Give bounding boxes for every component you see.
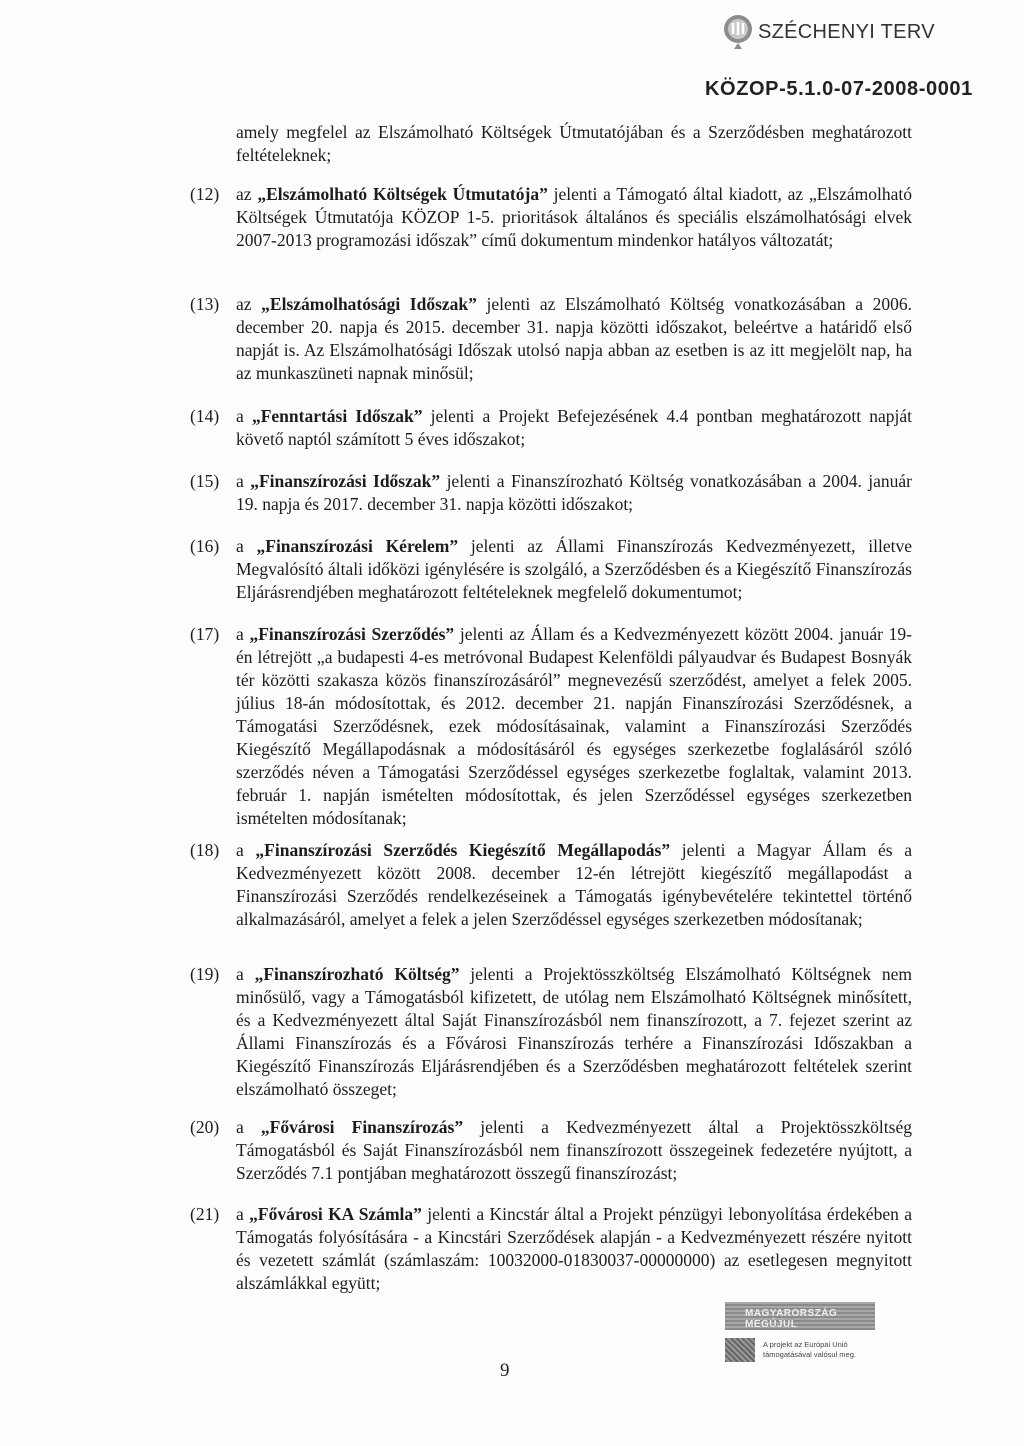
eu-support-logo: [725, 1302, 875, 1372]
item-number: (20): [190, 1117, 220, 1137]
intro-paragraph: amely megfelel az Elszámolható Költségek Útmutatójában és a Szerződésben meghatározott feltételeknek;: [236, 122, 912, 165]
definition-item: (16) a „Finanszírozási Kérelem” jelenti az Állami Finanszírozás Kedvezményezett, illetve Megvalósító általi időközi igénylésére is szolgáló, a Szerződésben és a Kiegészítő Finanszírozás Eljárásrendjében meghatározott feltételeknek megfelelő dokumentumot;: [190, 536, 912, 602]
defined-term: „Fővárosi Finanszírozás”: [260, 1117, 464, 1137]
szechenyi-terv-logo: [722, 14, 935, 50]
definition-item: (21) a „Fővárosi KA Számla” jelenti a Kincstár által a Projekt pénzügyi lebonyolítása érdekében a Támogatás folyósítására - a Kincstári Szerződések alapján - a Kedvezményezett részére nyitott és vezetett számlát (számlaszám: 10032000-01830037-00000000) az esetlegesen megnyitott alszámlákkal együtt;: [190, 1204, 912, 1293]
szechenyi-crest-icon: [722, 14, 754, 50]
defined-term: „Finanszírozási Időszak”: [250, 471, 441, 491]
definition-item: (13) az „Elszámolhatósági Időszak” jelenti az Elszámolható Költség vonatkozásában a 2006. december 20. napja és 2015. december 31. napja közötti időszakot, beleértve a határidő első napját is. Az Elszámolhatósági Időszak utolsó napja abban az esetben is az itt megjelölt nap, ha az munkaszüneti napnak minősül;: [190, 294, 912, 383]
eu-banner: [725, 1302, 875, 1330]
eu-banner-text: MAGYARORSZÁG MEGÚJUL: [745, 1308, 838, 1330]
item-number: (12): [190, 184, 220, 204]
eu-flag-icon: [725, 1338, 755, 1362]
item-number: (19): [190, 964, 220, 984]
item-number: (15): [190, 471, 220, 491]
eu-caption: A projekt az Európai Unió támogatásával valósul meg.: [763, 1340, 856, 1359]
defined-term: „Finanszírozási Szerződés”: [249, 624, 455, 644]
definition-item: (17) a „Finanszírozási Szerződés” jelenti az Állam és a Kedvezményezett között 2004. január 19-én létrejött „a budapesti 4-es metróvonal Budapest Kelenföldi pályaudvar és Budapest Bosnyák tér közötti szakasza közös finanszírozásáról” megnevezésű szerződést, amelyet a felek 2005. július 18-án módosítottak, és 2012. december 21. napján Finanszírozási Szerződésnek, a Támogatási Szerződésnek, ezek módosításainak, valamint a Finanszírozási Szerződés Kiegészítő Megállapodásnak a módosításáról és egységes szerkezetbe foglalásáról szóló szerződés néven a Támogatási Szerződéssel egységes szerkezetbe foglaltak, valamint 2013. február 1. napján ismételten módosítottak, és jelen Szerződéssel egységes szerkezetben ismételten módosítanak;: [190, 624, 912, 828]
definition-item: (18) a „Finanszírozási Szerződés Kiegészítő Megállapodás” jelenti a Magyar Állam és a Kedvezményezett között 2008. december 12-én létrejött kiegészítő megállapodást a Finanszírozási Szerződés rendelkezéseinek a Támogatás igénybevételére tekintettel történő alkalmazásáról, amelyet a felek a jelen Szerződéssel egységes szerkezetben módosítanak;: [190, 840, 912, 929]
defined-term: „Finanszírozható Költség”: [254, 964, 460, 984]
definition-item: (12) az „Elszámolható Költségek Útmutatója” jelenti a Támogató által kiadott, az „Elszámolható Költségek Útmutatója KÖZOP 1-5. prioritások általános és speciális elszámolhatósági elvek 2007-2013 programozási időszak” című dokumentum mindenkor hatályos változatát;: [190, 184, 912, 250]
defined-term: „Finanszírozási Szerződés Kiegészítő Megállapodás”: [255, 840, 671, 860]
page-number: 9: [500, 1360, 510, 1381]
item-number: (18): [190, 840, 220, 860]
document-code: KÖZOP-5.1.0-07-2008-0001: [705, 78, 973, 100]
defined-term: „Elszámolhatósági Időszak”: [261, 294, 477, 314]
item-number: (17): [190, 624, 220, 644]
definition-item: (20) a „Fővárosi Finanszírozás” jelenti a Kedvezményezett által a Projektösszköltség Támogatásból és Saját Finanszírozásból nem finanszírozott összegeinek fedezetére nyújtott, a Szerződés 7.1 pontjában meghatározott összegű finanszírozást;: [190, 1117, 912, 1183]
defined-term: „Fővárosi KA Számla”: [249, 1204, 422, 1224]
defined-term: „Finanszírozási Kérelem”: [256, 536, 459, 556]
defined-term: „Elszámolható Költségek Útmutatója”: [257, 184, 548, 204]
item-number: (13): [190, 294, 220, 314]
logo-text: SZÉCHENYI TERV: [758, 20, 935, 43]
defined-term: „Fenntartási Időszak”: [251, 406, 423, 426]
definition-item: (15) a „Finanszírozási Időszak” jelenti a Finanszírozható Költség vonatkozásában a 2004. január 19. napja és 2017. december 31. napja közötti időszakot;: [190, 471, 913, 514]
definition-item: (19) a „Finanszírozható Költség” jelenti a Projektösszköltség Elszámolható Költségnek nem minősülő, vagy a Támogatásból kifizetett, de utólag nem Elszámolható Költségnek minősített, és a Kedvezményezett által Saját Finanszírozásból nem finanszírozott, a 7. fejezet szerint az Állami Finanszírozás és a Fővárosi Finanszírozás terhére a Finanszírozási Időszakban a Kiegészítő Finanszírozás Eljárásrendjében és a Szerződésben meghatározott feltételek szerint elszámolható összeget;: [190, 964, 912, 1099]
item-number: (21): [190, 1204, 220, 1224]
item-number: (14): [190, 406, 220, 426]
definition-item: (14) a „Fenntartási Időszak” jelenti a Projekt Befejezésének 4.4 pontban meghatározott napját követő naptól számított 5 éves időszakot;: [190, 406, 912, 449]
item-number: (16): [190, 536, 220, 556]
